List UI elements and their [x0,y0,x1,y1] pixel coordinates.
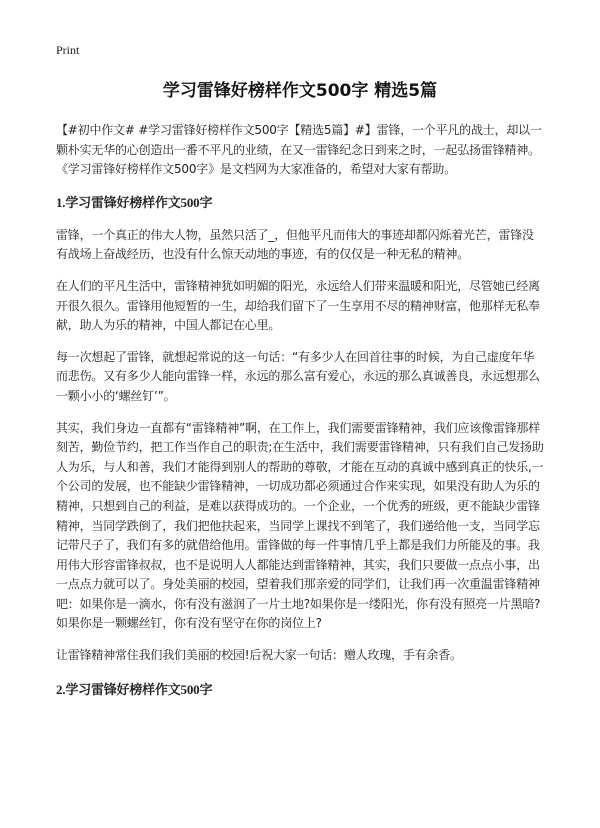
article-body [56,121,544,713]
print-label: Print [56,43,80,57]
intro-paragraph: 【#初中作文# #学习雷锋好榜样作文500字【精选5篇】#】雷锋，一个平凡的战士，却以一颗朴实无华的心创造出一番不平凡的业绩，在又一雷锋纪念日到来之时，一起弘扬雷锋精神。《学习雷锋好榜样作文500字》是文档网为大家准备的，希望对大家有帮助。 [56,123,542,177]
paragraph: 雷锋，一个真正的伟大人物，虽然只活了_，但他平凡而伟大的事迹却都闪烁着光芒，雷锋没有战场上奋战经历，也没有什么惊天动地的事迹，有的仅仅是一种无私的精神。 [56,227,534,262]
section-heading-1: 1.学习雷锋好榜样作文500字 [56,194,213,210]
paragraph: 在人们的平凡生活中，雷锋精神犹如明媚的阳光，永远给人们带来温暖和阳光，尽管她已经离开很久很久。雷锋用他短暂的一生，却给我们留下了一生享用不尽的精神财富，他那样无私奉献，助人为乐的精神，中国人都记在心里。 [56,278,540,333]
paragraph: 其实，我们身边一直都有“雷锋精神”啊，在工作上，我们需要雷锋精神，我们应该像雷锋那样刻苦，勤俭节约，把工作当作自己的职责;在生活中，我们需要雷锋精神，只有我们自己发扬助人为乐，与人和善，我们才能得到别人的帮助的尊敬，才能在互动的真诚中感到真正的快乐,一个公司的发展，也不能缺少雷锋精神，一切成功都必须通过合作来实现，如果没有助人为乐的精神，只想到自己的利益，是难以获得成功的。一个企业，一个优秀的班级，更不能缺少雷锋精神，当同学跌倒了，我们把他扶起来，当同学上课找不到笔了，我们递给他一支，当同学忘记带尺子了，我们有多的就借给他用。雷锋做的每一件事情几乎上都是我们力所能及的事。我用伟大形容雷锋叔叔，也不是说明人人都能达到雷锋精神，其实，我们只要做一点点小事，出一点点力就可以了。身处美丽的校园，望着我们那亲爱的同学们，让我们再一次重温雷锋精神吧：如果你是一滴水，你有没有滋润了一片土地?如果你是一缕阳光，你有没有照亮一片黑暗?如果你是一颗螺丝钉，你有没有坚守在你的岗位上? [56,420,544,631]
page-title: 学习雷锋好榜样作文500字 精选5篇 [162,81,438,101]
paragraph: 让雷锋精神常住我们我们美丽的校园!后祝大家一句话：赠人玫瑰，手有余香。 [56,648,462,663]
paragraph: 每一次想起了雷锋，就想起常说的这一句话：“有多少人在回首往事的时候，为自己虚度年华而悲伤。又有多少人能向雷锋一样，永远的那么富有爱心，永远的那么真诚善良，永远想那么一颗小小的‘螺丝钉’”。 [56,349,540,403]
section-heading-2: 2.学习雷锋好榜样作文500字 [56,681,213,697]
